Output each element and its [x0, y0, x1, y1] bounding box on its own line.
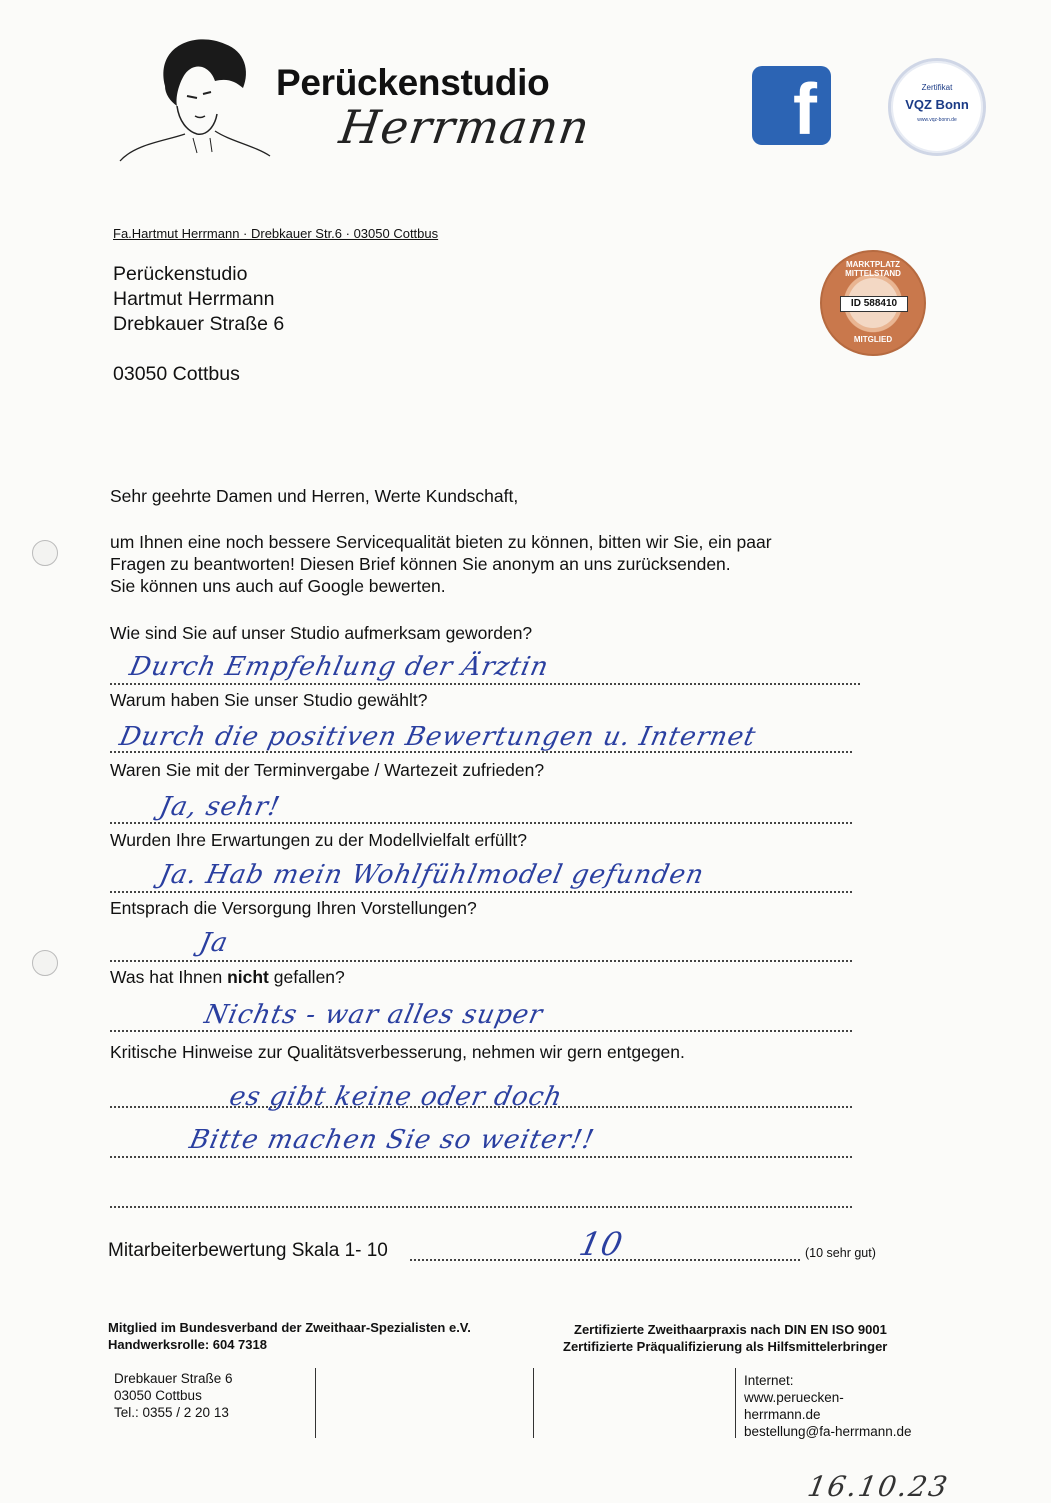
- footer-internet-label: Internet:: [744, 1373, 794, 1388]
- footer-email[interactable]: bestellung@fa-herrmann.de: [744, 1424, 912, 1439]
- vqz-line2: VQZ Bonn: [905, 97, 969, 112]
- punch-hole: [32, 540, 58, 566]
- answer-4: Ja. Hab mein Wohlfühlmodel gefunden: [156, 860, 708, 890]
- badge-id: ID 588410: [840, 296, 908, 312]
- question-4: Wurden Ihre Erwartungen zu der Modellvielfalt erfüllt?: [110, 830, 527, 850]
- salutation: Sehr geehrte Damen und Herren, Werte Kundschaft,: [110, 486, 519, 506]
- answer-line: [110, 891, 852, 893]
- footer-address-line2: 03050 Cottbus: [114, 1388, 202, 1403]
- footer-phone: Tel.: 0355 / 2 20 13: [114, 1405, 229, 1420]
- answer-line: [110, 1156, 852, 1158]
- question-5: Entsprach die Versorgung Ihren Vorstellungen?: [110, 898, 477, 918]
- footer-divider: [735, 1368, 736, 1438]
- footer-divider: [533, 1368, 534, 1438]
- answer-6: Nichts - war alles super: [201, 1000, 546, 1030]
- question-3: Waren Sie mit der Terminvergabe / Wartezeit zufrieden?: [110, 760, 545, 780]
- question-2: Warum haben Sie unser Studio gewählt?: [110, 690, 428, 710]
- vqz-certificate-seal: [888, 58, 986, 156]
- facebook-icon[interactable]: [752, 66, 831, 150]
- rating-note: (10 sehr gut): [805, 1246, 876, 1260]
- answer-line: [110, 960, 852, 962]
- badge-bottom-text: MITGLIED: [853, 335, 893, 344]
- vqz-line1: Zertifikat: [921, 83, 953, 92]
- answer-line: [110, 1206, 852, 1208]
- question-6-pre: Was hat Ihnen: [110, 967, 228, 987]
- sender-line: Fa.Hartmut Herrmann · Drebkauer Str.6 · 03050 Cottbus: [113, 226, 439, 241]
- footer-website-line2[interactable]: herrmann.de: [744, 1407, 821, 1422]
- recipient-line4: 03050 Cottbus: [113, 363, 240, 385]
- recipient-line3: Drebkauer Straße 6: [113, 313, 285, 335]
- footer-website-line1[interactable]: www.peruecken-: [744, 1390, 844, 1405]
- intro-line3: Sie können uns auch auf Google bewerten.: [110, 576, 446, 596]
- answer-line: [110, 822, 852, 824]
- answer-2: Durch die positiven Bewertungen u. Internet: [116, 722, 759, 752]
- facebook-letter: f: [793, 70, 817, 150]
- recipient-line2: Hartmut Herrmann: [113, 288, 275, 310]
- intro-line2: Fragen zu beantworten! Diesen Brief können Sie anonym an uns zurücksenden.: [110, 554, 731, 574]
- portrait-sketch-logo: [115, 26, 275, 166]
- rating-label: Mitarbeiterbewertung Skala 1- 10: [108, 1240, 388, 1261]
- footer-address-line1: Drebkauer Straße 6: [114, 1371, 233, 1386]
- answer-7a: es gibt keine oder doch: [226, 1082, 566, 1112]
- vqz-line3: www.vqz-bonn.de: [917, 117, 957, 123]
- footer-iso: Zertifizierte Zweithaarpraxis nach DIN EN ISO 9001: [574, 1322, 887, 1337]
- answer-line: [110, 1030, 852, 1032]
- question-1: Wie sind Sie auf unser Studio aufmerksam geworden?: [110, 623, 533, 643]
- answer-7b: Bitte machen Sie so weiter!!: [186, 1125, 598, 1155]
- answer-1: Durch Empfehlung der Ärztin: [126, 652, 552, 682]
- answer-line: [110, 683, 860, 685]
- rating-value: 10: [575, 1225, 627, 1263]
- footer-divider: [315, 1368, 316, 1438]
- answer-5: Ja: [196, 928, 232, 958]
- marktplatz-mittelstand-badge: [820, 250, 926, 356]
- footer-membership: Mitglied im Bundesverband der Zweithaar-Spezialisten e.V.: [108, 1320, 471, 1335]
- footer-handwerksrolle: Handwerksrolle: 604 7318: [108, 1337, 267, 1352]
- handwritten-date: 16.10.23: [805, 1470, 952, 1503]
- answer-3: Ja, sehr!: [156, 792, 284, 822]
- question-7: Kritische Hinweise zur Qualitätsverbesserung, nehmen wir gern entgegen.: [110, 1042, 685, 1062]
- recipient-line1: Perückenstudio: [113, 263, 248, 285]
- punch-hole: [32, 950, 58, 976]
- intro-line1: um Ihnen eine noch bessere Servicequalität bieten zu können, bitten wir Sie, ein paar: [110, 532, 772, 552]
- brand-title: Perückenstudio: [276, 62, 550, 103]
- question-6-post: gefallen?: [268, 967, 345, 987]
- brand-script-name: Herrmann: [336, 100, 594, 154]
- badge-top-text: MARKTPLATZ MITTELSTAND: [845, 260, 901, 278]
- question-6-emphasis: nicht: [227, 967, 269, 987]
- question-6: [110, 967, 345, 988]
- footer-praequalifizierung: Zertifizierte Präqualifizierung als Hilfsmittelerbringer: [563, 1339, 888, 1354]
